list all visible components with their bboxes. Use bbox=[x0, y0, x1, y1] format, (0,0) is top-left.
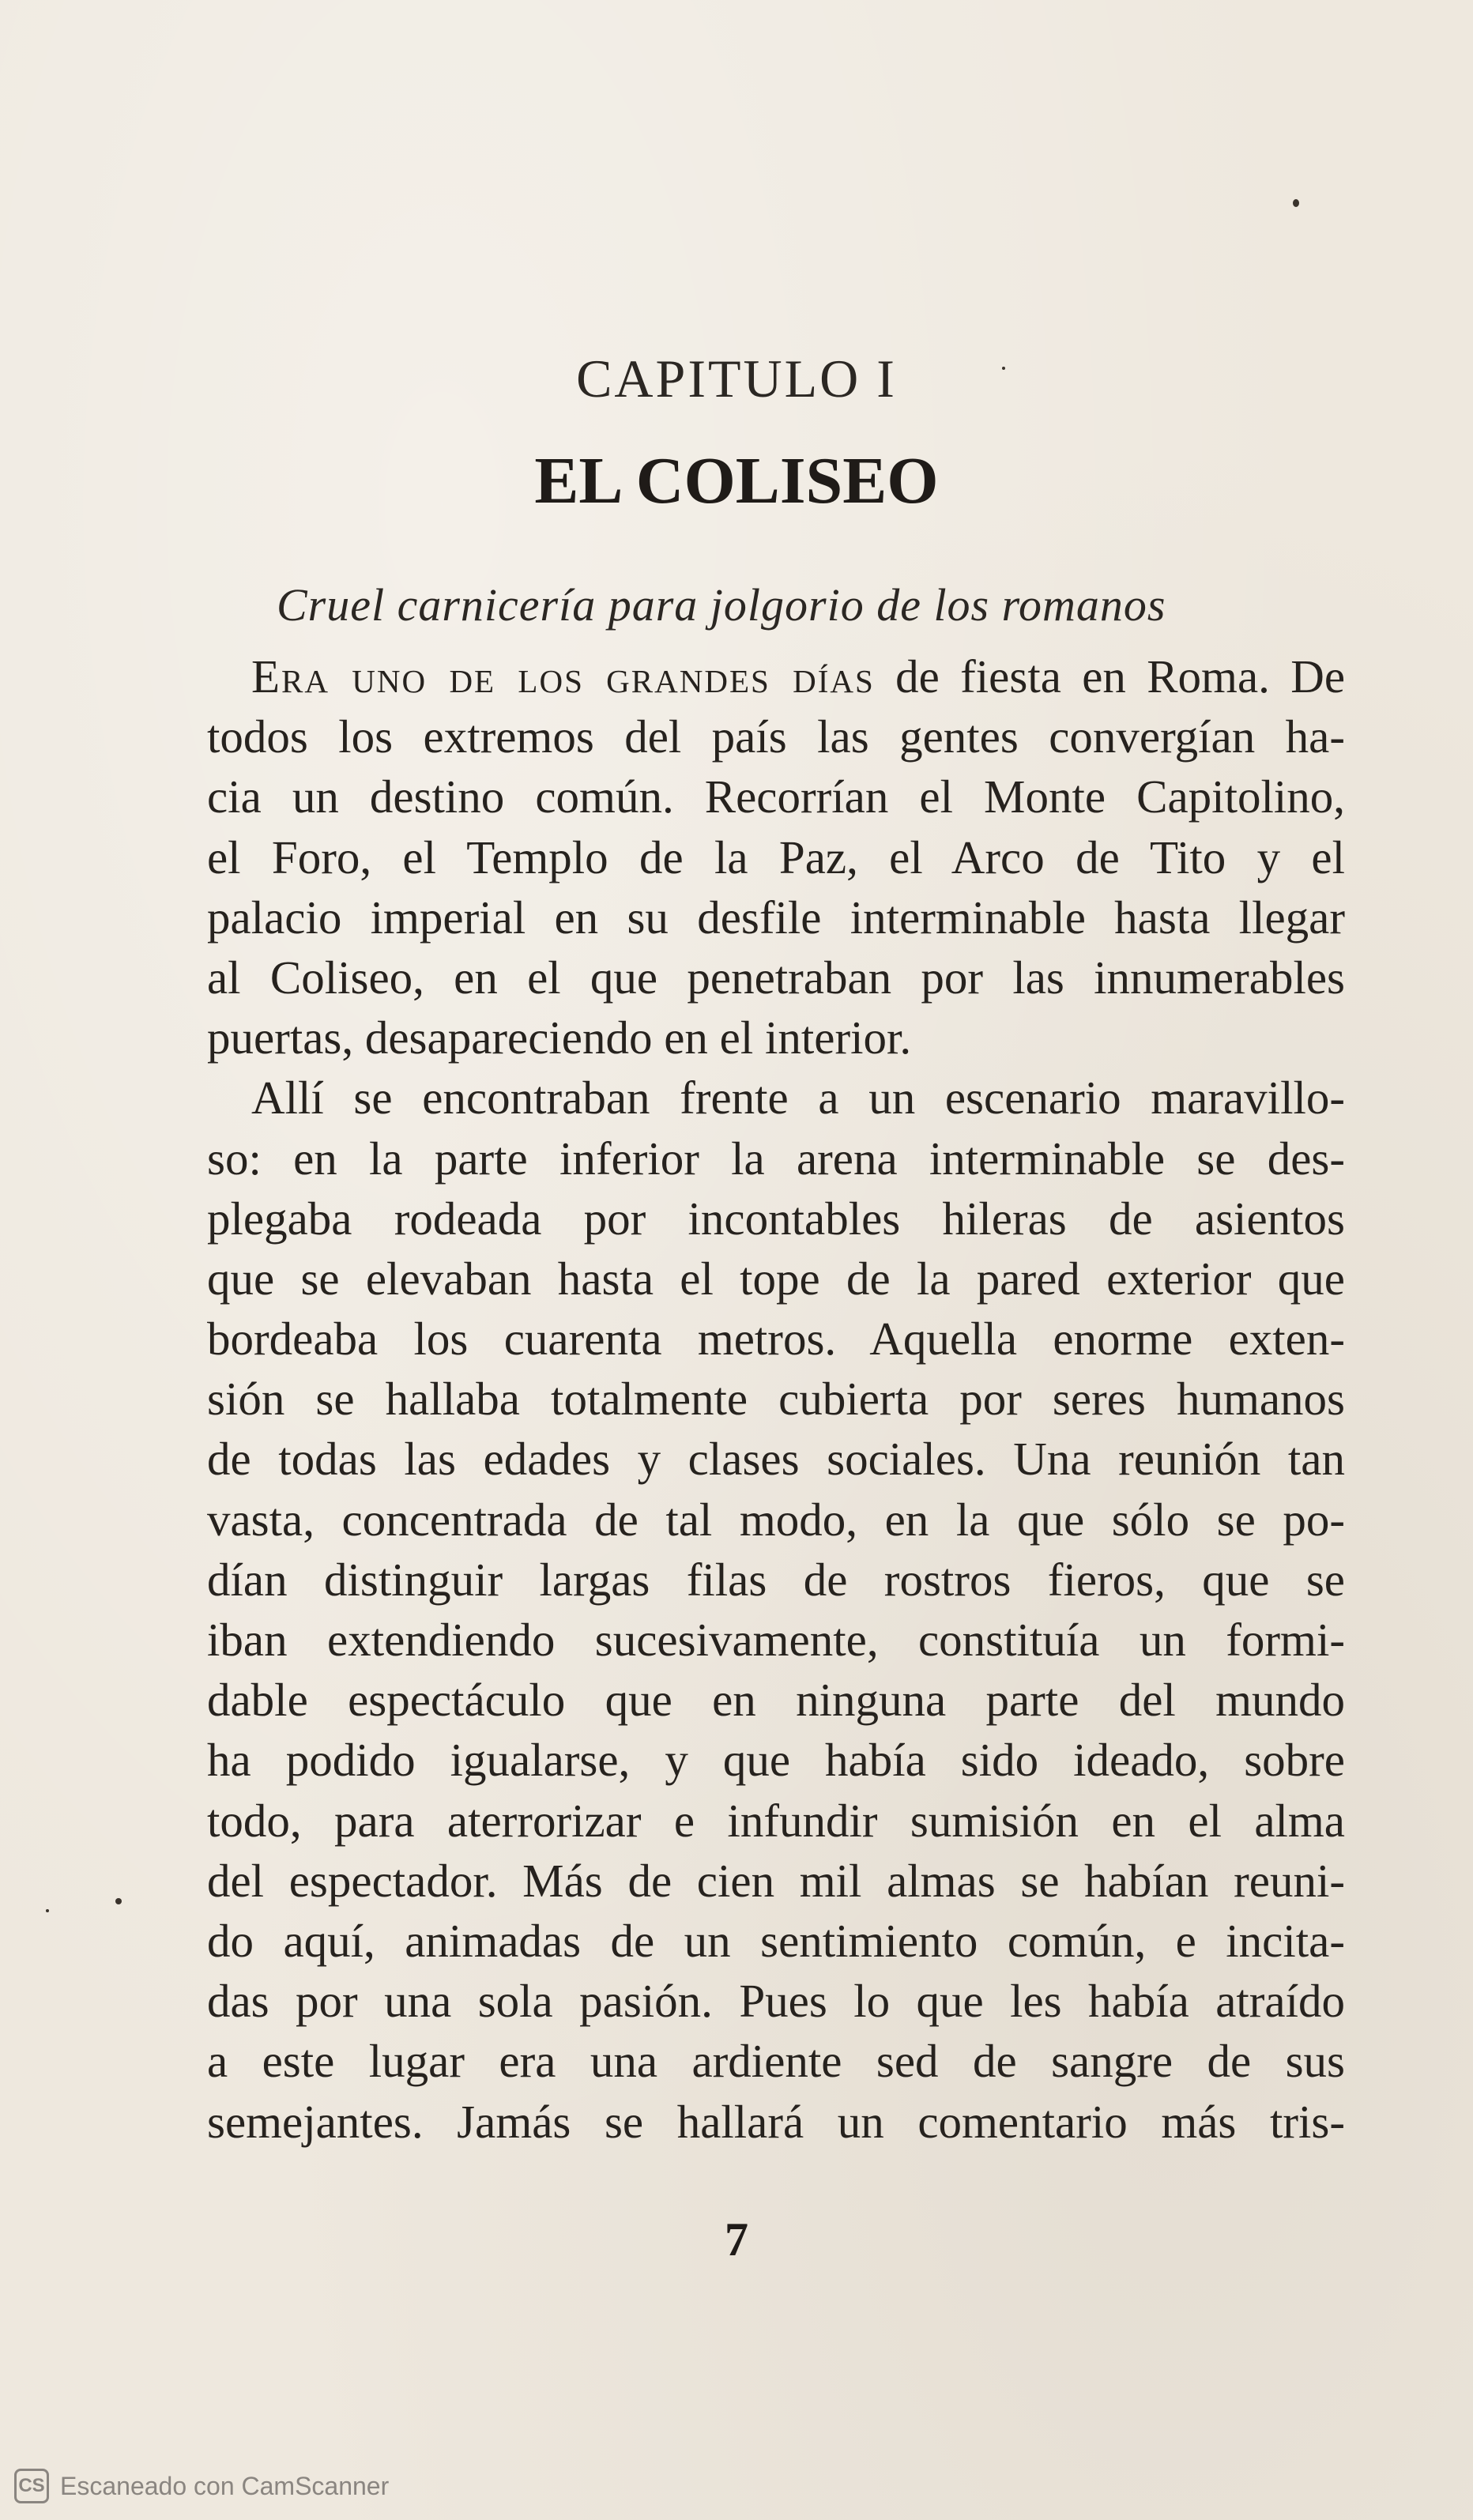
chapter-subtitle: Cruel carnicería para jolgorio de los romanos bbox=[277, 579, 1166, 631]
paragraph-1-line: palacio imperial en su desfile interminable hasta llegar bbox=[207, 891, 1345, 944]
paragraph-2-line: a este lugar era una ardiente sed de sangre de sus bbox=[207, 2035, 1345, 2088]
paragraph-2-line: todo, para aterrorizar e infundir sumisión en el alma bbox=[207, 1794, 1345, 1847]
paragraph-1-line: al Coliseo, en el que penetraban por las innumerables bbox=[207, 951, 1345, 1004]
paragraph-1-line bbox=[207, 646, 1345, 706]
paragraph-2-line: iban extendiendo sucesivamente, constituía un formi- bbox=[207, 1614, 1345, 1666]
paragraph-1-line: puertas, desapareciendo en el interior. bbox=[207, 1011, 912, 1064]
paragraph-2-line: do aquí, animadas de un sentimiento común, e incita- bbox=[207, 1914, 1345, 1967]
paragraph-2-line: dían distinguir largas filas de rostros fieros, que se bbox=[207, 1553, 1345, 1606]
body-text bbox=[207, 646, 1345, 2152]
chapter-title: EL COLISEO bbox=[534, 444, 939, 518]
paragraph-1-line: el Foro, el Templo de la Paz, el Arco de Tito y el bbox=[207, 831, 1345, 883]
paragraph-2-line: dable espectáculo que en ninguna parte del mundo bbox=[207, 1674, 1345, 1727]
paragraph-2-line: plegaba rodeada por incontables hileras de asientos bbox=[207, 1192, 1345, 1245]
paragraph-2-line: del espectador. Más de cien mil almas se habían reuni- bbox=[207, 1854, 1345, 1907]
page-number: 7 bbox=[725, 2213, 748, 2266]
paragraph-2-line: Allí se encontraban frente a un escenario maravillo- bbox=[251, 1072, 1345, 1124]
watermark-text: Escaneado con CamScanner bbox=[60, 2471, 390, 2500]
paragraph-2-line: de todas las edades y clases sociales. Una reunión tan bbox=[207, 1433, 1345, 1486]
camscanner-logo-icon: CS bbox=[14, 2469, 49, 2503]
paragraph-2-line: bordeaba los cuarenta metros. Aquella enorme exten- bbox=[207, 1313, 1345, 1365]
ink-speck bbox=[1293, 199, 1299, 207]
paragraph-2-line: sión se hallaba totalmente cubierta por seres humanos bbox=[207, 1373, 1345, 1426]
opening-small-caps: Era uno de los grandes días bbox=[251, 650, 875, 703]
paragraph-2-line: ha podido igualarse, y que había sido ideado, sobre bbox=[207, 1734, 1345, 1787]
chapter-label: CAPITULO I bbox=[576, 348, 897, 409]
paragraph-2-line: vasta, concentrada de tal modo, en la que sólo se po- bbox=[207, 1493, 1345, 1546]
paragraph-1-line: cia un destino común. Recorrían el Monte Capitolino, bbox=[207, 770, 1345, 823]
paragraph-2-line: que se elevaban hasta el tope de la pared exterior que bbox=[207, 1252, 1345, 1305]
paragraph-2-line: so: en la parte inferior la arena interminable se des- bbox=[207, 1132, 1345, 1185]
camscanner-watermark bbox=[14, 2464, 389, 2508]
paragraph-1-line: todos los extremos del país las gentes convergían ha- bbox=[207, 710, 1345, 763]
ink-speck bbox=[46, 1909, 49, 1912]
paragraph-2-line: das por una sola pasión. Pues lo que les había atraído bbox=[207, 1975, 1345, 2028]
paragraph-2-line: semejantes. Jamás se hallará un comentario más tris- bbox=[207, 2095, 1345, 2148]
line-text: de fiesta en Roma. De bbox=[874, 650, 1345, 703]
ink-speck bbox=[115, 1898, 122, 1904]
